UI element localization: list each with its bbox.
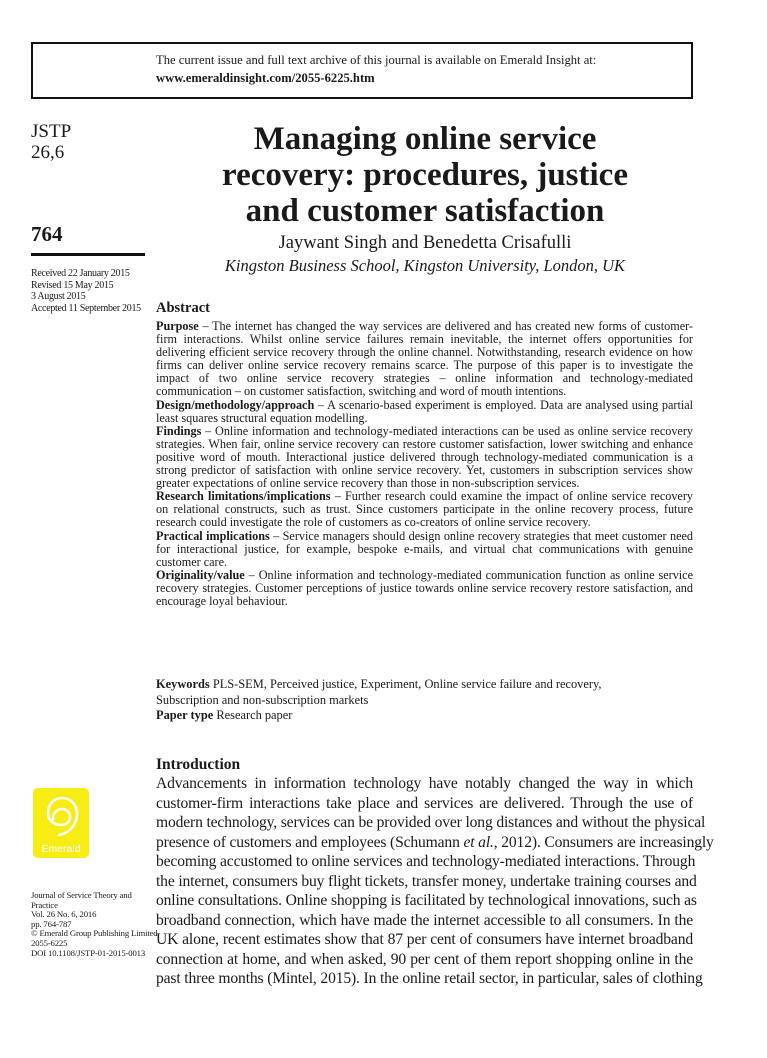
journal-abbrev: JSTP [31,121,72,142]
abstract-section-limitations [156,490,693,529]
abstract-body [156,320,693,608]
separator: – [269,528,283,543]
history-revised: Revised 15 May 2015 [31,279,114,291]
abstract-section-practical [156,530,693,569]
body-line: broadband connection, which have made the internet accessible to all consumers. In the [156,911,693,929]
keywords-list-cont: Subscription and non-subscription markets [156,692,369,707]
separator: – [198,319,213,333]
body-line: Advancements in information technology have notably changed the way in which [156,775,693,792]
body-line: UK alone, recent estimates show that 87 per cent of consumers have internet broadband [156,931,693,949]
citation-journal-cont: Practice [31,899,58,910]
journal-access-notice [31,42,693,99]
section-label: Findings [156,423,202,438]
separator: – [201,423,216,438]
author-affiliation: Kingston Business School, Kingston University, London, UK [224,256,626,275]
section-label: Purpose [156,319,199,333]
section-label: Research limitations/implications [156,489,331,504]
citation-copyright: © Emerald Group Publishing Limited [31,928,158,939]
body-line: past three months (Mintel, 2015). In the online retail sector, in particular, sales of clothing [156,970,703,988]
section-label: Originality/value [156,567,245,582]
introduction-heading: Introduction [156,756,241,773]
article-title [160,121,690,229]
section-label: Design/methodology/approach [156,397,315,412]
journal-volume-label [31,121,71,163]
body-line: online consultations. Online shopping is facilitated by technological innovations, such as [156,892,697,910]
history-revised-2: 3 August 2015 [31,291,86,302]
body-line-text: presence of customers and employees (Schumann [156,833,464,851]
body-line: modern technology, services can be provided over long distances and without the physical [156,814,706,832]
body-line-text: , 2012). Consumers are increasingly [493,833,714,851]
abstract-heading: Abstract [156,300,210,316]
emerald-logo-text: Emerald [41,843,81,855]
citation-volume: Vol. 26 No. 6, 2016 [31,909,97,920]
section-text: A scenario-based experiment is employed. Data are analysed using partial least squares structural equation modelling. [156,397,694,425]
keywords-label: Keywords [156,677,210,691]
title-line: recovery: procedures, justice [222,157,628,193]
abstract-section-findings [156,425,693,490]
section-text: Online information and technology-mediated communication function as online service recovery strategies. Customer perceptions of justice towards online service recovery restore satisfaction, and encourage loyal behaviour. [156,567,693,608]
section-label: Practical implications [156,528,270,543]
journal-url-link[interactable]: www.emeraldinsight.com/2055-6225.htm [156,71,375,85]
body-line [156,833,714,853]
submission-history [31,268,141,314]
keywords [156,677,693,708]
section-text: Service managers should design online recovery strategies that meet customer need for interactional justice, for example, bespoke e-mails, and virtual chat communications with genuine customer care. [156,528,694,569]
citation-doi: DOI 10.1108/JSTP-01-2015-0013 [31,947,146,958]
citation-journal: Journal of Service Theory and [31,890,132,900]
title-line: Managing online service [253,121,597,157]
separator: – [314,397,328,412]
page-number: 764 [31,222,63,246]
separator: – [244,567,259,582]
section-text: Further research could examine the impact of online service recovery on relational constructs, such as trust. Since customers participate in the online recovery process, future research could investigate the role of customers as co-creators of online service recovery. [156,489,693,530]
emerald-swirl-icon [39,793,83,841]
body-line: becoming accustomed to online services and technology-mediated interactions. Through [156,853,696,871]
page-number-rule [31,253,145,256]
paper-type-label: Paper type [156,708,214,722]
citation-et-al: et al. [463,833,494,851]
section-text: Online information and technology-mediated interactions can be used as online service recovery strategies. When fair, online service recovery can restore customer satisfaction, lower switching and enhance positive word of mouth. Interactional justice delivered through technology-mediated communication is a strong predictor of satisfaction with online service recovery. Yet, customers in subscription services show greater expectations of online service recovery than those in non-subscription services. [156,423,693,491]
history-accepted: Accepted 11 September 2015 [31,302,141,314]
keywords-list: PLS-SEM, Perceived justice, Experiment, Online service failure and recovery, [212,677,602,691]
volume-issue: 26,6 [31,142,65,163]
emerald-logo [33,788,89,858]
article-authors: Jaywant Singh and Benedetta Crisafulli [278,233,572,253]
title-line: and customer satisfaction [245,193,605,229]
citation-issn: 2055-6225 [31,937,68,948]
body-line: customer-firm interactions take place and services are delivered. Through the use of [156,794,693,812]
journal-citation-info [31,891,161,958]
body-line: connection at home, and when asked, 90 per cent of them report shopping online in the [156,950,693,968]
citation-pages: pp. 764-787 [31,918,72,929]
paper-type-value: Research paper [216,708,293,722]
paper-type [156,708,292,723]
abstract-section-purpose [156,320,693,399]
abstract-section-design [156,399,693,425]
body-line: the internet, consumers buy flight tickets, transfer money, undertake training courses and [156,872,697,890]
access-notice-text: The current issue and full text archive of this journal is available on Emerald Insight at: [156,53,597,67]
introduction-body [156,774,714,989]
history-received: Received 22 January 2015 [31,268,130,279]
separator: – [330,489,345,504]
abstract-section-originality [156,569,693,608]
section-text: The internet has changed the way services are delivered and has created new forms of customer-firm interactions. Whilst online service failures remain inevitable, the internet offers opportunities for delivering efficient service recovery through the online channel. Notwithstanding, research evidence on how firms can deliver online service recovery remains scarce. The purpose of this paper is to investigate the impact of two online service recovery strategies – online information and technology-mediated communication – on customer satisfaction, switching and word of mouth intentions. [156,319,693,399]
